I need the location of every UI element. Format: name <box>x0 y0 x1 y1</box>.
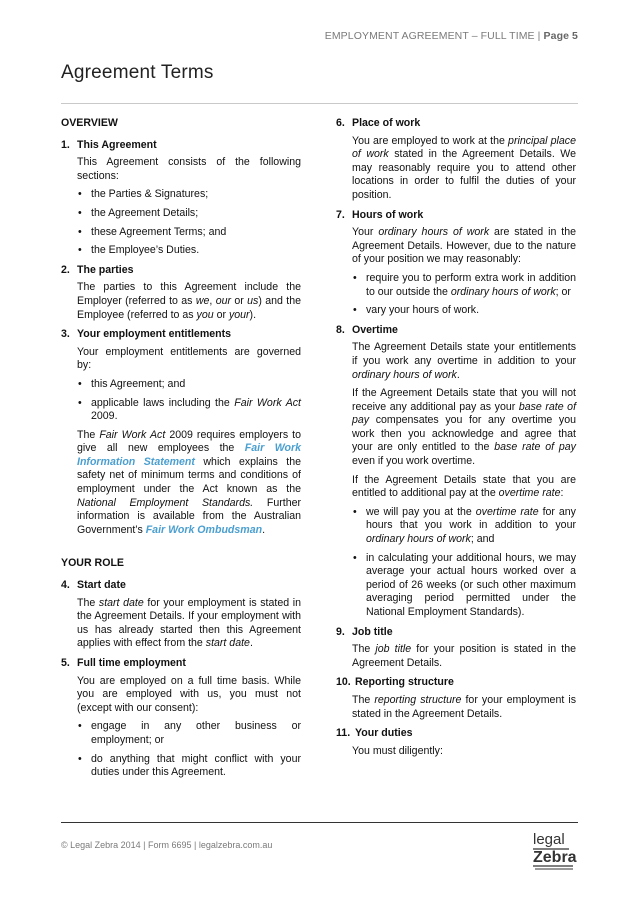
section-1 <box>61 139 301 258</box>
section-5-list <box>77 720 301 779</box>
logo-line-2: Zebra <box>533 849 577 866</box>
section-6-text: You are employed to work at the principal place of work stated in the Agreement Details. We may reasonably require you to attend other locations in order to fulfil the duties of your position. <box>352 134 576 201</box>
section-8-para-2: If the Agreement Details state that you will not receive any additional pay as your base rate of pay compensates you for any overtime you work then you acknowledge and agree that your are only entitled to the base rate of pay even if you work overtime. <box>352 387 577 468</box>
section-8-para-1: The Agreement Details state your entitlements if you work any overtime in addition to your ordinary hours of work. <box>352 341 576 381</box>
section-7-heading <box>336 209 576 223</box>
overview-heading: OVERVIEW <box>61 117 118 129</box>
page-number: Page 5 <box>543 30 578 42</box>
title-divider <box>61 103 578 104</box>
section-4-text: The start date for your employment is stated in the Agreement Details. If your employment with us has already started then this Agreement applies with effect from the start date. <box>77 596 301 650</box>
right-column <box>336 117 576 764</box>
section-title: Overtime <box>352 323 398 336</box>
section-number: 2. <box>61 263 70 276</box>
section-5 <box>61 657 301 780</box>
list-item: • applicable laws including the Fair Work Act 2009. <box>77 397 301 424</box>
section-9 <box>336 626 576 671</box>
section-number: 6. <box>336 117 345 129</box>
section-11-text: You must diligently: <box>352 744 443 757</box>
section-6-heading <box>336 117 576 131</box>
section-number: 7. <box>336 208 345 221</box>
list-item: • the Employee’s Duties. <box>77 244 301 258</box>
list-item: • this Agreement; and <box>77 378 301 392</box>
section-number: 8. <box>336 323 345 336</box>
list-item: • in calculating your additional hours, we may average your actual hours worked over a period of 26 weeks (or such other maximum averaging period permitted under the National Employment Standards). <box>352 552 576 620</box>
section-title: Your duties <box>355 727 413 740</box>
left-column <box>61 117 301 786</box>
section-9-text: The job title for your position is stated in the Agreement Details. <box>352 643 576 669</box>
list-item: • the Parties & Signatures; <box>77 188 301 202</box>
section-title: Start date <box>77 579 126 592</box>
section-7-list <box>352 272 576 318</box>
list-item: • engage in any other business or employment; or <box>77 720 301 747</box>
section-title: The parties <box>77 263 134 276</box>
section-1-list <box>77 188 301 257</box>
section-3-list <box>77 378 301 424</box>
footer-text: © Legal Zebra 2014 | Form 6695 | legalzebra.com.au <box>61 840 273 850</box>
running-header <box>325 30 578 44</box>
section-title: Hours of work <box>352 208 424 221</box>
section-6 <box>336 117 576 203</box>
fair-work-statement-link[interactable]: Fair Work Information Statement <box>77 442 301 468</box>
legal-zebra-logo <box>529 828 577 872</box>
section-title: Your employment entitlements <box>77 328 232 341</box>
list-item: • we will pay you at the overtime rate for any hours that you work in addition to your ordinary hours of work; and <box>352 506 576 547</box>
section-10-text: The reporting structure for your employment is stated in the Agreement Details. <box>352 693 576 720</box>
section-2 <box>61 264 301 322</box>
section-title: Job title <box>352 625 393 638</box>
section-8-para-3: If the Agreement Details state that you are entitled to additional pay at the overtime rate: <box>352 473 576 500</box>
section-5-intro: You are employed on a full time basis. While you are employed with us, you must not (except with our consent): <box>77 674 301 714</box>
page-title: Agreement Terms <box>61 62 214 83</box>
section-9-heading <box>336 626 576 640</box>
section-8-heading <box>336 324 576 338</box>
section-3-fair-work-text: The Fair Work Act 2009 requires employers to give all new employees the Fair Work Information Statement which explains the safety net of minimum terms and conditions of employment under the Act known as the National Employment Standards. Further information is available from the Australian Government’s Fair Work Ombudsman. <box>77 428 301 536</box>
section-3-intro: Your employment entitlements are governed by: <box>77 345 301 372</box>
section-number: 11. <box>336 727 351 740</box>
section-1-heading <box>61 139 301 153</box>
list-item: • do anything that might conflict with your duties under this Agreement. <box>77 753 301 780</box>
section-number: 5. <box>61 657 70 669</box>
section-8 <box>336 324 576 620</box>
section-4-heading <box>61 579 301 593</box>
footer-divider <box>61 822 578 823</box>
section-8-list <box>352 506 576 620</box>
section-1-intro: This Agreement consists of the following sections: <box>77 156 301 182</box>
section-number: 3. <box>61 328 70 341</box>
section-number: 4. <box>61 579 70 592</box>
list-item: • these Agreement Terms; and <box>77 226 301 240</box>
section-title: Place of work <box>352 117 421 129</box>
fair-work-ombudsman-link[interactable]: Fair Work Ombudsman <box>145 523 263 536</box>
section-title: This Agreement <box>77 138 157 151</box>
section-10-heading <box>336 676 576 690</box>
section-4 <box>61 579 301 651</box>
section-3 <box>61 328 301 537</box>
list-item: • the Agreement Details; <box>77 207 301 221</box>
section-title: Full time employment <box>77 657 186 669</box>
section-10 <box>336 676 576 721</box>
section-2-heading <box>61 264 301 278</box>
list-item: • vary your hours of work. <box>352 304 576 318</box>
section-number: 9. <box>336 625 345 638</box>
section-7-text: Your ordinary hours of work are stated in the Agreement Details. However, due to the nature of your position we may reasonably: <box>352 226 576 266</box>
section-number: 10. <box>336 676 351 689</box>
section-2-text: The parties to this Agreement include the Employer (referred to as we, our or us) and the Employee (referred to as you or your). <box>77 281 301 321</box>
your-role-heading: YOUR ROLE <box>61 557 124 570</box>
section-number: 1. <box>61 138 70 151</box>
list-item: • require you to perform extra work in addition to our outside the ordinary hours of work; or <box>352 272 576 299</box>
section-11 <box>336 727 576 758</box>
logo-line-1: legal <box>533 831 565 848</box>
section-3-heading <box>61 328 301 342</box>
section-7 <box>336 209 576 318</box>
section-5-heading <box>61 657 301 671</box>
section-title: Reporting structure <box>355 676 454 689</box>
section-11-heading <box>336 727 576 741</box>
header-text: EMPLOYMENT AGREEMENT – FULL TIME | <box>324 30 544 42</box>
